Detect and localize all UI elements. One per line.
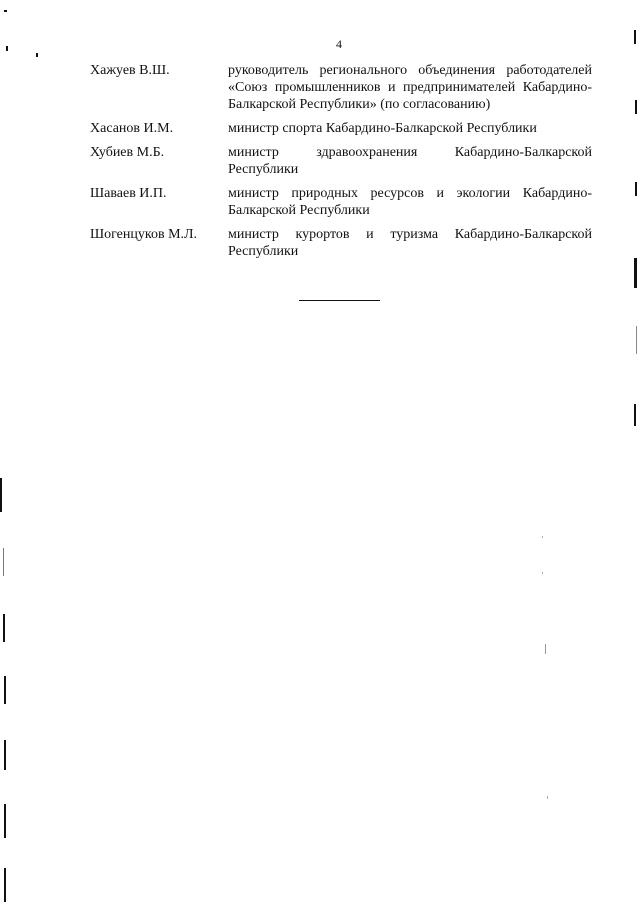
scan-speck: [542, 572, 543, 574]
member-name: Хасанов И.М.: [90, 121, 174, 136]
roster-row: [90, 62, 592, 113]
member-position: министр курортов и туризма Кабардино-Балкарской Республики: [228, 227, 592, 259]
scan-mark: [635, 100, 637, 114]
scan-mark: [3, 614, 5, 642]
scan-mark: [36, 53, 38, 57]
scan-mark: [4, 10, 7, 12]
scan-mark: [634, 30, 636, 44]
scan-mark: [634, 404, 636, 426]
member-name: Хубиев М.Б.: [90, 145, 165, 160]
scan-mark: [636, 326, 637, 354]
scan-mark: [4, 804, 6, 838]
roster-row: [90, 226, 592, 260]
commission-roster: [90, 62, 592, 267]
member-name: Шогенцуков М.Л.: [90, 227, 198, 242]
end-separator-line: [299, 300, 380, 301]
scan-mark: [0, 478, 2, 512]
member-position: министр здравоохранения Кабардино-Балкарской Республики: [228, 145, 592, 177]
member-position: руководитель регионального объединения работодателей «Союз промышленников и предпринимателей Кабардино-Балкарской Республики» (по согласованию): [228, 63, 592, 112]
member-position: министр природных ресурсов и экологии Кабардино-Балкарской Республики: [228, 186, 592, 218]
roster-row: [90, 144, 592, 178]
member-name: Хажуев В.Ш.: [90, 63, 170, 78]
roster-row: [90, 120, 592, 137]
scan-mark: [634, 258, 637, 288]
scan-mark: [4, 676, 6, 704]
scan-mark: [635, 182, 637, 196]
roster-row: [90, 185, 592, 219]
scan-mark: [6, 46, 8, 51]
member-name: Шаваев И.П.: [90, 186, 167, 201]
scan-mark: [3, 548, 4, 576]
scan-mark: [4, 740, 6, 770]
scan-speck: [545, 644, 546, 654]
member-position: министр спорта Кабардино-Балкарской Республики: [228, 121, 537, 136]
scan-speck: [542, 536, 543, 538]
scan-speck: [547, 796, 548, 799]
page-number: 4: [336, 37, 342, 51]
scan-mark: [4, 868, 6, 902]
